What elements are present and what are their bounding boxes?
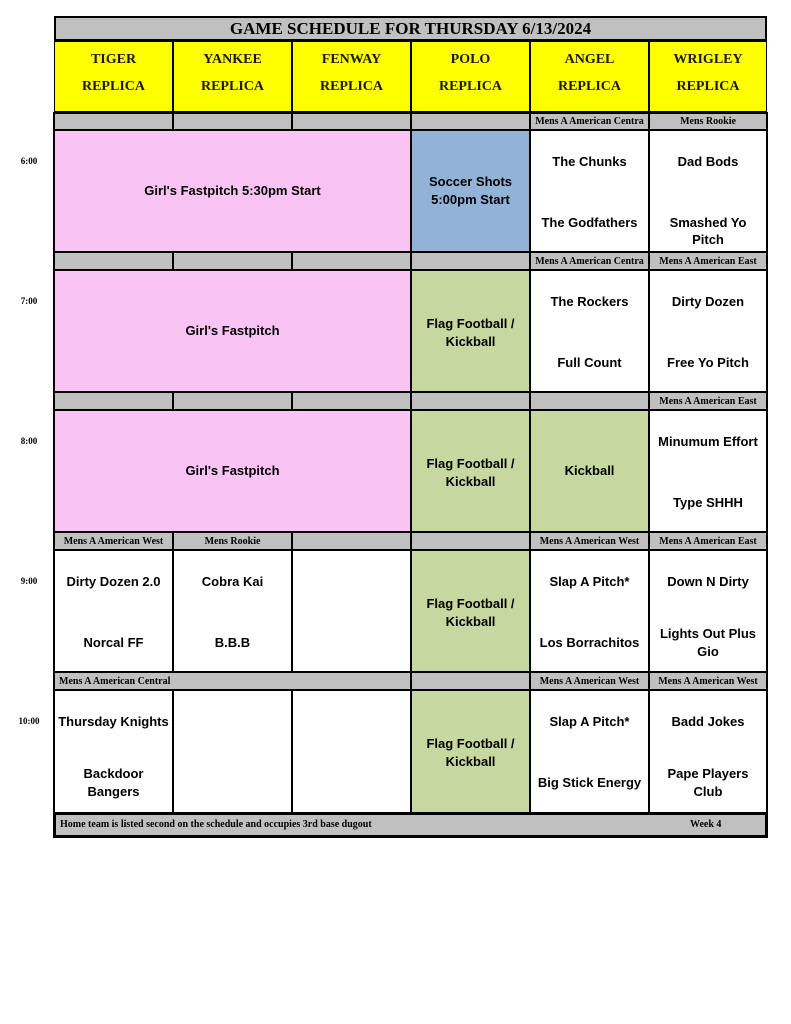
home-team-line2: Club — [693, 784, 723, 799]
home-team: The Godfathers — [541, 215, 638, 230]
away-team: The Rockers — [550, 294, 629, 309]
column-header-fenway: FENWAY REPLICA — [292, 41, 411, 112]
game-cell — [530, 550, 649, 672]
away-team: Slap A Pitch* — [549, 714, 630, 729]
home-team: Los Borrachitos — [539, 635, 640, 650]
column-header-angel: ANGEL REPLICA — [530, 41, 649, 112]
division-label: Mens A American East — [649, 252, 767, 270]
home-team: Type SHHH — [673, 495, 743, 510]
empty-cell — [292, 690, 411, 813]
time-label: 7:00 — [20, 296, 38, 306]
game-cell — [530, 270, 649, 392]
division-divider — [54, 392, 173, 410]
away-team: Dirty Dozen 2.0 — [66, 574, 161, 589]
division-divider — [530, 392, 649, 410]
division-divider — [173, 392, 292, 410]
division-label: Mens A American East — [649, 532, 767, 550]
kickball-block: Kickball — [530, 410, 649, 532]
division-label: Mens A American Centra — [530, 112, 649, 130]
division-divider — [292, 112, 411, 130]
division-label: Mens A American West — [54, 532, 173, 550]
home-team: Norcal FF — [83, 635, 144, 650]
event-name-line: Kickball — [445, 754, 496, 769]
home-team: Pape Players — [667, 766, 749, 781]
girls-fastpitch-block: Girl's Fastpitch — [54, 270, 411, 392]
soccer-shots-block — [411, 130, 530, 252]
division-divider — [411, 672, 530, 690]
division-label: Mens A American Central — [54, 672, 411, 690]
game-cell — [649, 550, 767, 672]
away-team: Down N Dirty — [667, 574, 749, 589]
game-cell — [649, 270, 767, 392]
empty-cell — [173, 690, 292, 813]
game-cell — [530, 130, 649, 252]
week-label: Week 4 — [690, 819, 722, 830]
game-cell — [649, 130, 767, 252]
away-team: Thursday Knights — [58, 714, 169, 729]
away-team: Badd Jokes — [671, 714, 745, 729]
home-team-line2: Bangers — [87, 784, 140, 799]
flag-football-block — [411, 410, 530, 532]
event-name-line: Soccer Shots — [428, 174, 513, 189]
home-team: Lights Out Plus — [659, 626, 757, 641]
division-divider — [292, 252, 411, 270]
division-label: Mens A American West — [649, 672, 767, 690]
time-label: 8:00 — [20, 436, 38, 446]
time-label: 6:00 — [20, 156, 38, 166]
event-name-line: Flag Football / — [426, 596, 515, 611]
division-label: Mens A American West — [530, 672, 649, 690]
division-divider — [411, 252, 530, 270]
division-divider — [292, 392, 411, 410]
home-team: Full Count — [557, 355, 622, 370]
division-divider — [173, 112, 292, 130]
division-label: Mens Rookie — [649, 112, 767, 130]
footer-bar — [54, 813, 767, 837]
home-team: Backdoor — [83, 766, 144, 781]
flag-football-block — [411, 690, 530, 813]
division-label: Mens A American Centra — [530, 252, 649, 270]
event-name-line: Kickball — [445, 614, 496, 629]
division-divider — [411, 392, 530, 410]
division-divider — [411, 112, 530, 130]
home-team: Free Yo Pitch — [667, 355, 749, 370]
away-team: Slap A Pitch* — [549, 574, 630, 589]
division-label: Mens Rookie — [173, 532, 292, 550]
girls-fastpitch-block: Girl's Fastpitch — [54, 410, 411, 532]
home-team-line2: Gio — [697, 644, 719, 659]
time-label: 9:00 — [20, 576, 38, 586]
event-name-line: Kickball — [445, 474, 496, 489]
division-divider — [54, 112, 173, 130]
event-name-line: Flag Football / — [426, 316, 515, 331]
division-label: Mens A American West — [530, 532, 649, 550]
away-team: Dirty Dozen — [671, 294, 745, 309]
away-team: Minumum Effort — [658, 434, 758, 449]
game-cell — [649, 690, 767, 813]
away-team: Cobra Kai — [201, 574, 264, 589]
division-divider — [411, 532, 530, 550]
away-team: Dad Bods — [677, 154, 739, 169]
girls-fastpitch-block: Girl's Fastpitch 5:30pm Start — [54, 130, 411, 252]
column-header-yankee: YANKEE REPLICA — [173, 41, 292, 112]
event-time-line: 5:00pm Start — [431, 192, 510, 207]
empty-cell — [292, 550, 411, 672]
column-header-polo: POLO REPLICA — [411, 41, 530, 112]
time-label: 10:00 — [18, 716, 40, 726]
game-cell — [54, 550, 173, 672]
column-header-tiger: TIGER REPLICA — [54, 41, 173, 112]
game-cell — [530, 690, 649, 813]
home-team: Smashed Yo Pitch — [669, 215, 747, 247]
division-divider — [54, 252, 173, 270]
flag-football-block — [411, 550, 530, 672]
game-cell — [173, 550, 292, 672]
event-name-line: Flag Football / — [426, 456, 515, 471]
division-divider — [173, 252, 292, 270]
flag-football-block — [411, 270, 530, 392]
event-name-line: Kickball — [445, 334, 496, 349]
column-header-wrigley: WRIGLEY REPLICA — [649, 41, 767, 112]
division-label: Mens A American East — [649, 392, 767, 410]
home-team: Big Stick Energy — [537, 775, 642, 790]
game-cell — [54, 690, 173, 813]
home-team: B.B.B — [214, 635, 251, 650]
footer-note: Home team is listed second on the schedule and occupies 3rd base dugout — [60, 819, 372, 830]
division-divider — [292, 532, 411, 550]
page-title: GAME SCHEDULE FOR THURSDAY 6/13/2024 — [54, 16, 767, 41]
event-name-line: Flag Football / — [426, 736, 515, 751]
game-cell — [649, 410, 767, 532]
away-team: The Chunks — [552, 154, 627, 169]
